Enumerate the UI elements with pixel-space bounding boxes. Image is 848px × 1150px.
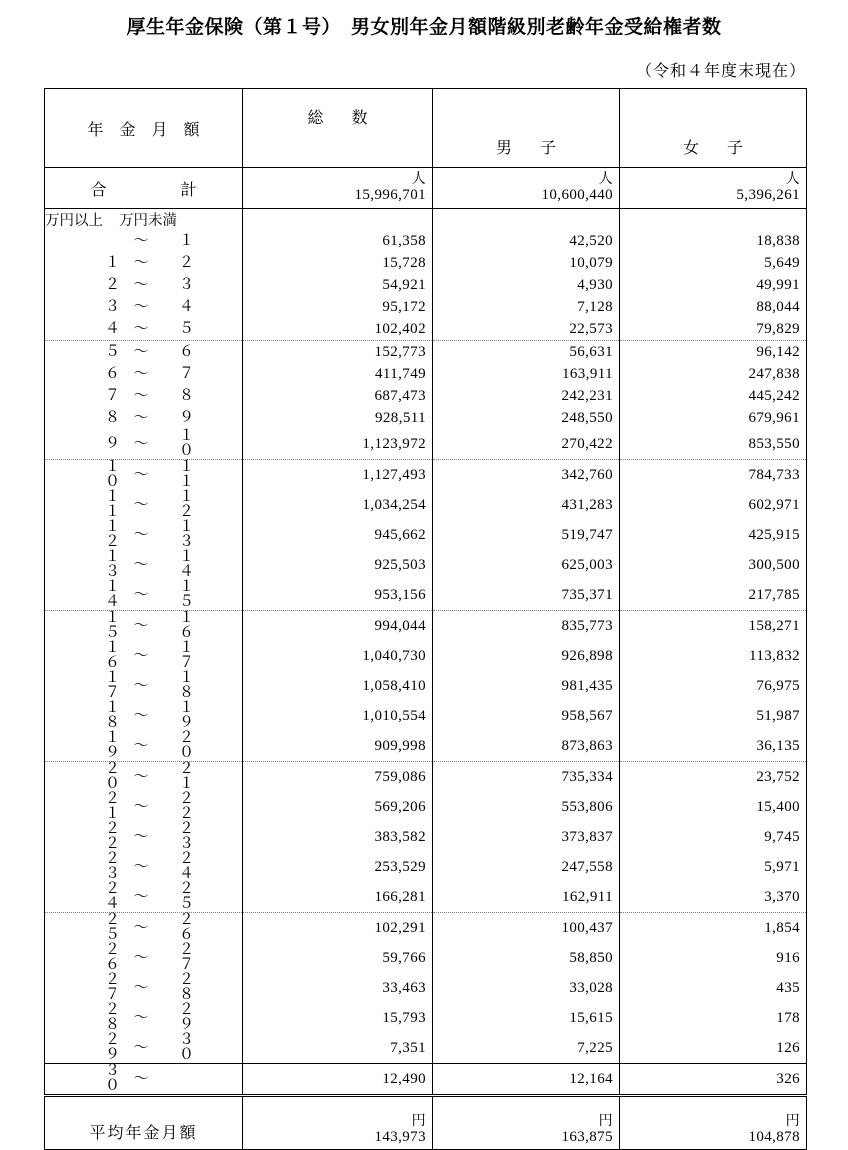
bracket-upper: １１ — [178, 459, 198, 490]
bracket-tilde: 〜 — [133, 276, 149, 293]
bracket-tilde: 〜 — [133, 387, 149, 404]
bracket-tilde: 〜 — [133, 979, 149, 996]
row-value-male: 270,422 — [433, 429, 620, 460]
bracket-lower: ２４ — [104, 881, 124, 912]
row-bracket-label — [45, 913, 243, 944]
bracket-lower: ５ — [104, 343, 124, 360]
bracket-lower: ２９ — [104, 1032, 124, 1063]
row-value-female: 445,242 — [620, 385, 807, 407]
table-row — [45, 913, 807, 944]
bracket-upper: ３０ — [178, 1032, 198, 1063]
row-value-total: 1,058,410 — [243, 671, 433, 701]
table-row — [45, 852, 807, 882]
row-bracket-label — [45, 460, 243, 491]
row-value-total: 15,793 — [243, 1003, 433, 1033]
grand-total-number-total: 15,996,701 — [354, 187, 426, 203]
table-row — [45, 822, 807, 852]
row-bracket-label — [45, 385, 243, 407]
row-bracket-label — [45, 230, 243, 252]
bracket-lower: ２３ — [104, 851, 124, 882]
row-value-male: 735,371 — [433, 580, 620, 611]
row-value-female: 178 — [620, 1003, 807, 1033]
row-value-male: 163,911 — [433, 363, 620, 385]
bracket-tilde: 〜 — [133, 647, 149, 664]
row-value-total: 925,503 — [243, 550, 433, 580]
bracket-upper: ８ — [178, 387, 198, 404]
statistics-table-container — [44, 88, 806, 1150]
row-value-female: 9,745 — [620, 822, 807, 852]
row-value-total: 253,529 — [243, 852, 433, 882]
column-header-pension-amount: 年 金 月 額 — [45, 89, 243, 168]
row-value-total: 953,156 — [243, 580, 433, 611]
grand-total-value-total — [243, 168, 433, 209]
bracket-tilde: 〜 — [133, 798, 149, 815]
row-value-male: 10,079 — [433, 252, 620, 274]
row-value-male: 7,128 — [433, 296, 620, 318]
bracket-tilde: 〜 — [133, 298, 149, 315]
bracket-tilde: 〜 — [133, 320, 149, 337]
row-value-male: 981,435 — [433, 671, 620, 701]
row-bracket-label — [45, 611, 243, 642]
bracket-upper: １７ — [178, 640, 198, 671]
row-value-male: 242,231 — [433, 385, 620, 407]
table-row — [45, 731, 807, 762]
bracket-lower: ３０ — [104, 1063, 124, 1094]
row-value-female: 217,785 — [620, 580, 807, 611]
column-header-male — [433, 89, 620, 168]
row-value-male: 162,911 — [433, 882, 620, 913]
row-value-male: 926,898 — [433, 641, 620, 671]
row-value-male: 553,806 — [433, 792, 620, 822]
bracket-upper: ２７ — [178, 942, 198, 973]
row-value-total: 411,749 — [243, 363, 433, 385]
bracket-lower: ２５ — [104, 912, 124, 943]
bracket-upper: １ — [178, 232, 198, 249]
column-header-total: 総 数 — [243, 89, 433, 168]
row-value-male: 873,863 — [433, 731, 620, 762]
row-bracket-label — [45, 973, 243, 1003]
unit-persons: 人 — [411, 172, 426, 187]
table-row — [45, 641, 807, 671]
bracket-upper: １６ — [178, 610, 198, 641]
bracket-tilde: 〜 — [133, 1070, 149, 1087]
bracket-legend-blank-female — [620, 209, 807, 231]
row-value-total: 569,206 — [243, 792, 433, 822]
row-value-male: 519,747 — [433, 520, 620, 550]
row-value-female: 853,550 — [620, 429, 807, 460]
bracket-tilde: 〜 — [133, 409, 149, 426]
bracket-upper: ２ — [178, 254, 198, 271]
bracket-tilde: 〜 — [133, 617, 149, 634]
bracket-upper: ４ — [178, 298, 198, 315]
unit-yen: 円 — [785, 1114, 800, 1129]
average-value-female — [620, 1096, 807, 1150]
row-bracket-label — [45, 550, 243, 580]
row-value-male: 835,773 — [433, 611, 620, 642]
row-bracket-label — [45, 1003, 243, 1033]
row-value-female: 916 — [620, 943, 807, 973]
bracket-upper: １３ — [178, 519, 198, 550]
table-row — [45, 701, 807, 731]
grand-total-value-male — [433, 168, 620, 209]
bracket-lower: １２ — [104, 519, 124, 550]
bracket-upper: ２８ — [178, 972, 198, 1003]
row-value-male: 12,164 — [433, 1064, 620, 1096]
row-bracket-label — [45, 882, 243, 913]
row-bracket-label — [45, 731, 243, 762]
row-value-total: 152,773 — [243, 341, 433, 364]
row-bracket-label — [45, 852, 243, 882]
row-bracket-label — [45, 252, 243, 274]
row-value-female: 326 — [620, 1064, 807, 1096]
legend-upper-bound: 万円未満 — [119, 213, 177, 229]
column-header-female — [620, 89, 807, 168]
grand-total-number-female: 5,396,261 — [736, 187, 800, 203]
row-bracket-label — [45, 1064, 243, 1096]
row-value-total: 759,086 — [243, 762, 433, 793]
bracket-lower: ４ — [104, 320, 124, 337]
row-value-total: 687,473 — [243, 385, 433, 407]
row-bracket-label — [45, 274, 243, 296]
table-row — [45, 1003, 807, 1033]
row-value-female: 158,271 — [620, 611, 807, 642]
bracket-upper: １９ — [178, 700, 198, 731]
row-value-male: 735,334 — [433, 762, 620, 793]
table-row — [45, 943, 807, 973]
unit-yen: 円 — [598, 1114, 613, 1129]
row-value-female: 51,987 — [620, 701, 807, 731]
bracket-lower: ２１ — [104, 791, 124, 822]
table-row — [45, 385, 807, 407]
row-value-male: 42,520 — [433, 230, 620, 252]
bracket-lower: １１ — [104, 489, 124, 520]
bracket-upper: １２ — [178, 489, 198, 520]
row-value-male: 56,631 — [433, 341, 620, 364]
bracket-tilde: 〜 — [133, 365, 149, 382]
page-title: 厚生年金保険（第１号） 男女別年金月額階級別老齢年金受給権者数 — [126, 16, 722, 38]
bracket-lower: ２０ — [104, 761, 124, 792]
average-number: 163,875 — [561, 1129, 613, 1145]
table-row — [45, 611, 807, 642]
table-row — [45, 762, 807, 793]
bracket-upper: １４ — [178, 549, 198, 580]
table-row — [45, 252, 807, 274]
row-value-total: 1,127,493 — [243, 460, 433, 491]
bracket-upper: １５ — [178, 579, 198, 610]
bracket-tilde: 〜 — [133, 888, 149, 905]
bracket-tilde: 〜 — [133, 466, 149, 483]
bracket-lower: １５ — [104, 610, 124, 641]
bracket-tilde: 〜 — [133, 919, 149, 936]
table-row — [45, 1064, 807, 1096]
unit-yen: 円 — [411, 1114, 426, 1129]
grand-total-label: 合 計 — [45, 168, 243, 209]
row-value-total: 383,582 — [243, 822, 433, 852]
bracket-lower: ２７ — [104, 972, 124, 1003]
row-value-female: 49,991 — [620, 274, 807, 296]
row-value-female: 5,649 — [620, 252, 807, 274]
row-value-male: 431,283 — [433, 490, 620, 520]
table-row — [45, 341, 807, 364]
bracket-upper: １０ — [178, 428, 198, 459]
grand-total-row — [45, 168, 807, 209]
as-of-date-note: （令和４年度末現在） — [635, 63, 806, 80]
bracket-tilde: 〜 — [133, 677, 149, 694]
row-value-total: 1,010,554 — [243, 701, 433, 731]
pension-statistics-table — [44, 88, 807, 1150]
row-value-total: 12,490 — [243, 1064, 433, 1096]
row-value-male: 15,615 — [433, 1003, 620, 1033]
bracket-tilde: 〜 — [133, 828, 149, 845]
bracket-tilde: 〜 — [133, 343, 149, 360]
row-value-female: 5,971 — [620, 852, 807, 882]
table-row — [45, 792, 807, 822]
row-value-total: 102,402 — [243, 318, 433, 341]
table-row — [45, 490, 807, 520]
bracket-lower: ６ — [104, 365, 124, 382]
table-row — [45, 460, 807, 491]
row-value-total: 1,034,254 — [243, 490, 433, 520]
row-value-male: 342,760 — [433, 460, 620, 491]
table-row — [45, 973, 807, 1003]
bracket-lower: １０ — [104, 459, 124, 490]
bracket-tilde: 〜 — [133, 526, 149, 543]
row-value-total: 1,123,972 — [243, 429, 433, 460]
row-value-total: 1,040,730 — [243, 641, 433, 671]
row-value-female: 18,838 — [620, 230, 807, 252]
bracket-upper: ５ — [178, 320, 198, 337]
row-value-female: 76,975 — [620, 671, 807, 701]
row-bracket-label — [45, 296, 243, 318]
row-value-total: 945,662 — [243, 520, 433, 550]
row-value-female: 247,838 — [620, 363, 807, 385]
bracket-lower: ２２ — [104, 821, 124, 852]
average-pension-row — [45, 1096, 807, 1150]
row-value-male: 22,573 — [433, 318, 620, 341]
row-bracket-label — [45, 792, 243, 822]
bracket-lower: ３ — [104, 298, 124, 315]
bracket-tilde: 〜 — [133, 737, 149, 754]
row-bracket-label — [45, 671, 243, 701]
bracket-legend-row — [45, 209, 807, 231]
table-row — [45, 671, 807, 701]
bracket-tilde: 〜 — [133, 768, 149, 785]
bracket-legend-blank-total — [243, 209, 433, 231]
row-bracket-label — [45, 822, 243, 852]
grand-total-value-female — [620, 168, 807, 209]
table-row — [45, 520, 807, 550]
bracket-lower: １６ — [104, 640, 124, 671]
bracket-upper: ９ — [178, 409, 198, 426]
column-header-female-label: 女 子 — [682, 140, 749, 157]
table-row — [45, 274, 807, 296]
row-value-total: 166,281 — [243, 882, 433, 913]
bracket-upper: ６ — [178, 343, 198, 360]
table-row — [45, 882, 807, 913]
row-value-female: 113,832 — [620, 641, 807, 671]
row-value-female: 1,854 — [620, 913, 807, 944]
row-value-male: 4,930 — [433, 274, 620, 296]
bracket-lower: １４ — [104, 579, 124, 610]
legend-lower-bound: 万円以上 — [45, 213, 103, 229]
row-value-female: 784,733 — [620, 460, 807, 491]
bracket-lower: ２８ — [104, 1002, 124, 1033]
row-bracket-label — [45, 1033, 243, 1064]
average-number: 143,973 — [374, 1129, 426, 1145]
table-row — [45, 429, 807, 460]
bracket-legend-label — [45, 209, 243, 231]
row-bracket-label — [45, 490, 243, 520]
row-value-total: 994,044 — [243, 611, 433, 642]
row-bracket-label — [45, 341, 243, 364]
average-number: 104,878 — [748, 1129, 800, 1145]
row-value-total: 33,463 — [243, 973, 433, 1003]
row-value-total: 928,511 — [243, 407, 433, 429]
row-value-male: 58,850 — [433, 943, 620, 973]
bracket-upper: １８ — [178, 670, 198, 701]
row-value-male: 247,558 — [433, 852, 620, 882]
row-value-male: 373,837 — [433, 822, 620, 852]
average-pension-label: 平均年金月額 — [45, 1096, 243, 1150]
table-row — [45, 550, 807, 580]
unit-persons: 人 — [598, 172, 613, 187]
row-value-female: 96,142 — [620, 341, 807, 364]
row-value-female: 88,044 — [620, 296, 807, 318]
bracket-upper: ２９ — [178, 1002, 198, 1033]
bracket-lower: ２６ — [104, 942, 124, 973]
table-row — [45, 230, 807, 252]
bracket-tilde: 〜 — [133, 586, 149, 603]
bracket-lower: ７ — [104, 387, 124, 404]
row-value-total: 15,728 — [243, 252, 433, 274]
bracket-upper: ２４ — [178, 851, 198, 882]
row-bracket-label — [45, 701, 243, 731]
row-value-total: 95,172 — [243, 296, 433, 318]
row-bracket-label — [45, 429, 243, 460]
bracket-upper: ２５ — [178, 881, 198, 912]
row-bracket-label — [45, 580, 243, 611]
row-value-total: 102,291 — [243, 913, 433, 944]
row-bracket-label — [45, 318, 243, 341]
table-header-row — [45, 89, 807, 168]
bracket-lower: １８ — [104, 700, 124, 731]
bracket-tilde: 〜 — [133, 1009, 149, 1026]
bracket-tilde: 〜 — [133, 556, 149, 573]
row-value-female: 679,961 — [620, 407, 807, 429]
row-value-male: 248,550 — [433, 407, 620, 429]
table-row — [45, 296, 807, 318]
bracket-upper: ２１ — [178, 761, 198, 792]
unit-persons: 人 — [785, 172, 800, 187]
average-value-total — [243, 1096, 433, 1150]
row-value-total: 59,766 — [243, 943, 433, 973]
bracket-tilde: 〜 — [133, 858, 149, 875]
table-row — [45, 1033, 807, 1064]
bracket-tilde: 〜 — [133, 254, 149, 271]
row-value-male: 625,003 — [433, 550, 620, 580]
bracket-lower: １３ — [104, 549, 124, 580]
bracket-tilde: 〜 — [133, 232, 149, 249]
table-row — [45, 363, 807, 385]
row-value-female: 425,915 — [620, 520, 807, 550]
bracket-lower: １ — [104, 254, 124, 271]
row-bracket-label — [45, 407, 243, 429]
bracket-upper: ７ — [178, 365, 198, 382]
row-value-female: 435 — [620, 973, 807, 1003]
row-value-female: 23,752 — [620, 762, 807, 793]
row-bracket-label — [45, 520, 243, 550]
bracket-lower: ２ — [104, 276, 124, 293]
row-value-total: 61,358 — [243, 230, 433, 252]
bracket-tilde: 〜 — [133, 949, 149, 966]
row-value-male: 100,437 — [433, 913, 620, 944]
bracket-upper: ３ — [178, 276, 198, 293]
row-value-female: 300,500 — [620, 550, 807, 580]
row-bracket-label — [45, 943, 243, 973]
row-value-male: 7,225 — [433, 1033, 620, 1064]
bracket-tilde: 〜 — [133, 707, 149, 724]
bracket-tilde: 〜 — [133, 435, 149, 452]
bracket-tilde: 〜 — [133, 1039, 149, 1056]
row-value-female: 79,829 — [620, 318, 807, 341]
average-value-male — [433, 1096, 620, 1150]
bracket-upper: ２３ — [178, 821, 198, 852]
table-row — [45, 407, 807, 429]
bracket-legend-blank-male — [433, 209, 620, 231]
bracket-tilde: 〜 — [133, 496, 149, 513]
column-header-male-label: 男 子 — [495, 140, 562, 157]
bracket-upper: ２０ — [178, 730, 198, 761]
row-bracket-label — [45, 641, 243, 671]
bracket-upper: ２６ — [178, 912, 198, 943]
row-value-male: 958,567 — [433, 701, 620, 731]
row-bracket-label — [45, 363, 243, 385]
row-value-total: 7,351 — [243, 1033, 433, 1064]
table-row — [45, 580, 807, 611]
row-value-female: 3,370 — [620, 882, 807, 913]
grand-total-number-male: 10,600,440 — [541, 187, 613, 203]
row-value-female: 36,135 — [620, 731, 807, 762]
bracket-lower: １７ — [104, 670, 124, 701]
row-value-female: 15,400 — [620, 792, 807, 822]
row-value-total: 54,921 — [243, 274, 433, 296]
bracket-upper: ２２ — [178, 791, 198, 822]
row-bracket-label — [45, 762, 243, 793]
row-value-female: 602,971 — [620, 490, 807, 520]
bracket-lower: １９ — [104, 730, 124, 761]
table-row — [45, 318, 807, 341]
row-value-total: 909,998 — [243, 731, 433, 762]
row-value-male: 33,028 — [433, 973, 620, 1003]
row-value-female: 126 — [620, 1033, 807, 1064]
bracket-lower: ９ — [104, 435, 124, 452]
bracket-lower: ８ — [104, 409, 124, 426]
